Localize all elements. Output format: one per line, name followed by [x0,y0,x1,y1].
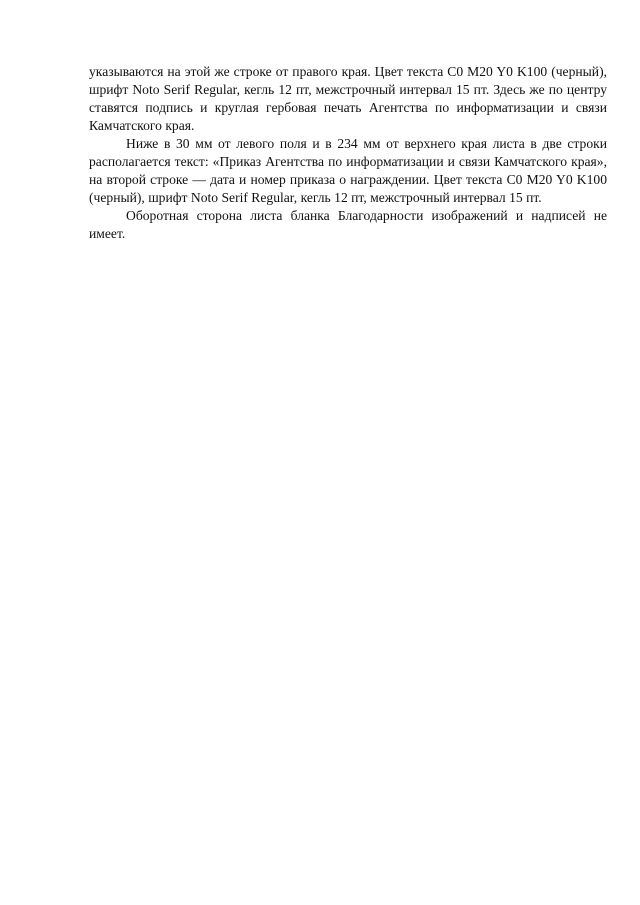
paragraph-reverse-side: Оборотная сторона листа бланка Благодарности изображений и надписей не имеет. [89,208,607,241]
paragraph-continuation: указываются на этой же строке от правого края. Цвет текста C0 M20 Y0 K100 (черный), шрифт Noto Serif Regular, кегль 12 пт, межстрочный интервал 15 пт. Здесь же по центру ставятся подпись и круглая гербовая печать Агентства по информатизации и связи Камчатского края. [89,64,607,133]
document-body [89,63,607,243]
paragraph-order-text: Ниже в 30 мм от левого поля и в 234 мм от верхнего края листа в две строки располагается текст: «Приказ Агентства по информатизации и связи Камчатского края», на второй строке — дата и номер приказа о награждении. Цвет текста C0 M20 Y0 K100 (черный), шрифт Noto Serif Regular, кегль 12 пт, межстрочный интервал 15 пт. [89,136,607,205]
